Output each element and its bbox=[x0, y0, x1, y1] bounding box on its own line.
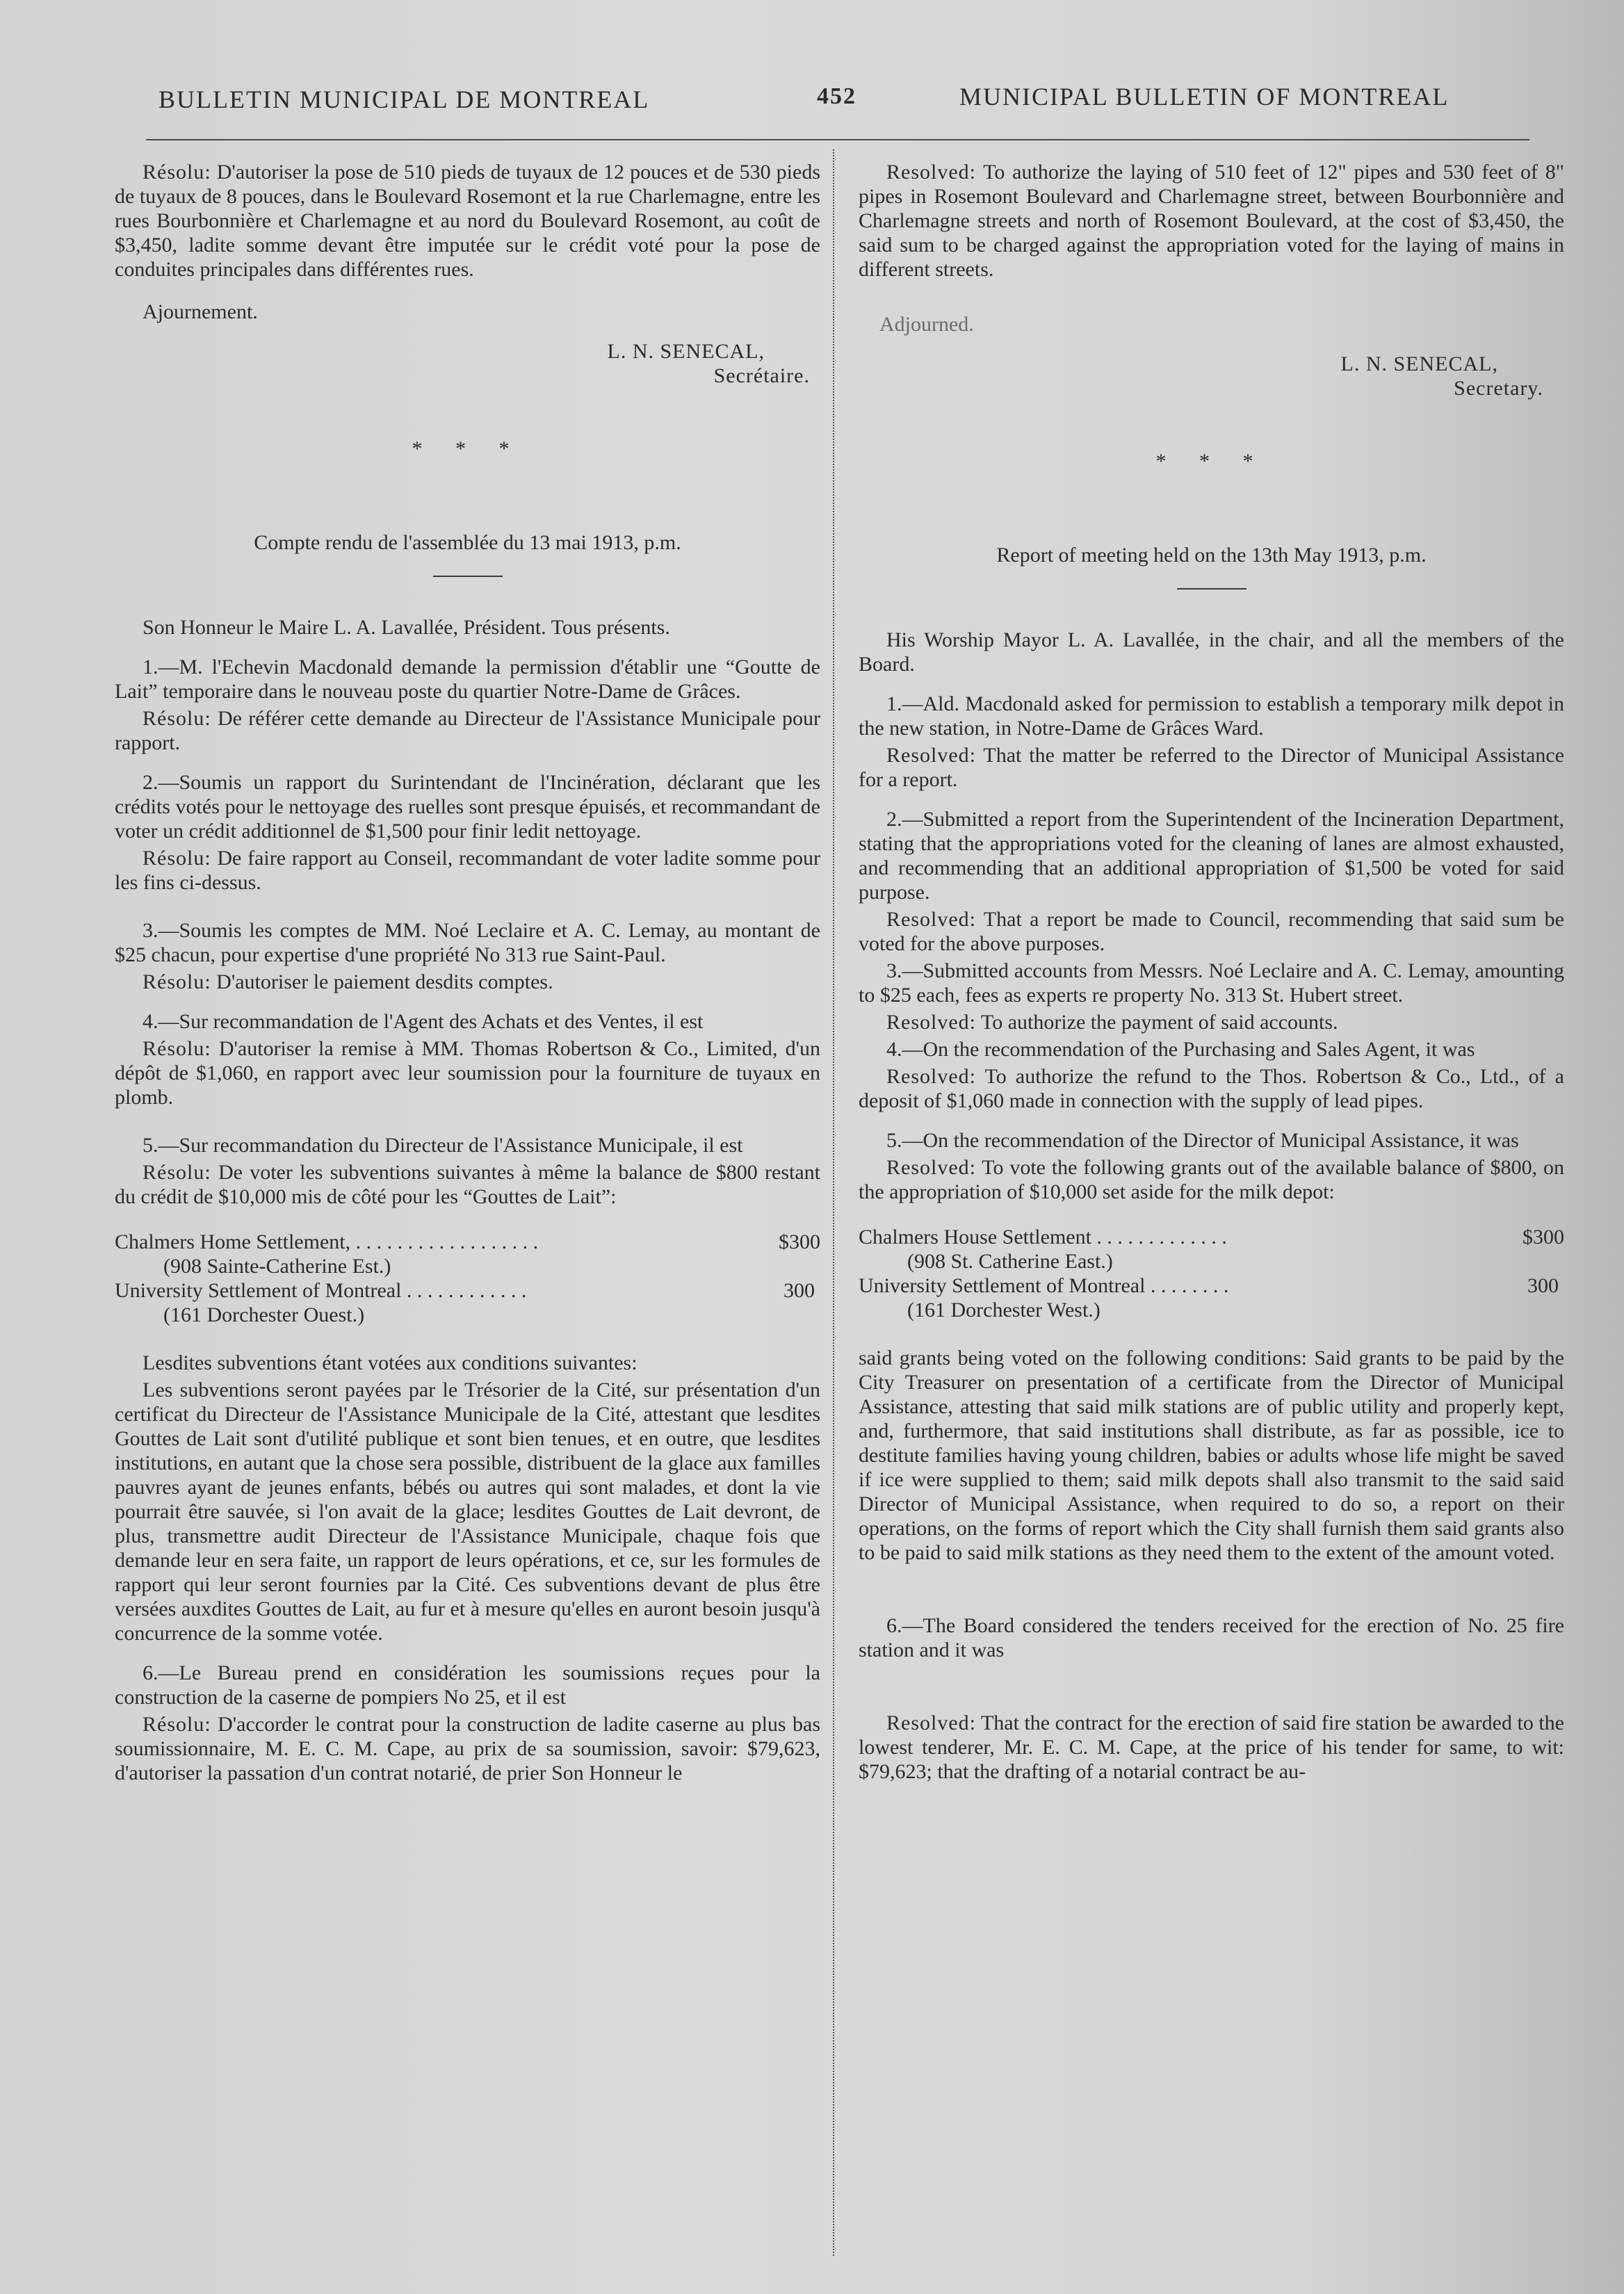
fr-signature-title: Secrétaire. bbox=[713, 364, 810, 387]
column-divider bbox=[833, 149, 834, 2256]
fr-grant-address: (161 Dorchester Ouest.) bbox=[163, 1303, 365, 1326]
en-resolution-pipes: Resolved: To authorize the laying of 510 feet of 12" pipes and 530 feet of 8" pipes in Rosemont Boulevard and Charlemagne street, between Bourbonnière and Charlemagne streets and north of Rosemont Boulevard, at the cost of $3,450, the said sum to be charged against the appropriation voted for the laying of mains in different streets. bbox=[859, 161, 1564, 281]
en-item-2-resolution: Resolved: That a report be made to Council, recommending that said sum be voted for the above purposes. bbox=[859, 908, 1564, 955]
en-item-5-resolution: Resolved: To vote the following grants out of the available balance of $800, on the appropriation of $10,000 set aside for the milk depot: bbox=[859, 1156, 1564, 1203]
en-item-3: 3.—Submitted accounts from Messrs. Noé Leclaire and A. C. Lemay, amounting to $25 each, fees as experts re property No. 313 St. Hubert street. bbox=[859, 959, 1564, 1007]
en-item-6-resolution: Resolved: That the contract for the erection of said fire station be awarded to the lowest tenderer, Mr. E. C. M. Cape, at the price of his tender for same, to wit: $79,623; that the drafting of a notarial contract be au- bbox=[859, 1711, 1564, 1783]
fr-conditions-intro: Lesdites subventions étant votées aux conditions suivantes: bbox=[143, 1351, 638, 1374]
fr-item-5-resolution: Résolu: De voter les subventions suivantes à même la balance de $800 restant du crédit de $10,000 mis de côté pour les “Gouttes de Lait”: bbox=[115, 1161, 821, 1208]
en-grant-row: University Settlement of Montreal . . . . . . . . 300 bbox=[859, 1274, 1559, 1297]
en-item-6: 6.—The Board considered the tenders received for the erection of No. 25 fire station and it was bbox=[859, 1614, 1564, 1661]
en-grant-row: Chalmers House Settlement . . . . . . . . . . . . . $300 bbox=[859, 1226, 1564, 1248]
fr-signature-name: L. N. SENECAL, bbox=[607, 340, 765, 363]
fr-item-5: 5.—Sur recommandation du Directeur de l'Assistance Municipale, il est bbox=[143, 1134, 743, 1157]
en-item-1-resolution: Resolved: That the matter be referred to the Director of Municipal Assistance for a report. bbox=[859, 744, 1564, 791]
fr-grant-address: (908 Sainte-Catherine Est.) bbox=[163, 1255, 391, 1278]
en-grant-list bbox=[859, 1225, 1564, 1322]
fr-item-3-resolution: Résolu: D'autoriser le paiement desdits comptes. bbox=[143, 970, 553, 993]
fr-title-rule bbox=[433, 576, 503, 577]
en-item-5: 5.—On the recommendation of the Director of Municipal Assistance, it was bbox=[886, 1129, 1519, 1152]
en-item-4-resolution: Resolved: To authorize the refund to the Thos. Robertson & Co., Ltd., of a deposit of $1,060 made in connection with the supply of lead pipes. bbox=[859, 1065, 1564, 1112]
fr-grant-row: University Settlement of Montreal . . . . . . . . . . . . 300 bbox=[115, 1279, 815, 1302]
en-presence: His Worship Mayor L. A. Lavallée, in the chair, and all the members of the Board. bbox=[859, 628, 1564, 676]
fr-item-6: 6.—Le Bureau prend en considération les soumissions reçues pour la construction de la caserne de pompiers No 25, et il est bbox=[115, 1661, 820, 1709]
en-adjournment: Adjourned. bbox=[879, 313, 974, 336]
french-column bbox=[115, 160, 820, 1800]
fr-item-1: 1.—M. l'Echevin Macdonald demande la permission d'établir une “Goutte de Lait” temporaire dans le nouveau poste du quartier Notre-Dame de Grâces. bbox=[115, 656, 820, 703]
fr-item-4-resolution: Résolu: D'autoriser la remise à MM. Thomas Robertson & Co., Limited, d'un dépôt de $1,060, en rapport avec leur soumission pour la fourniture de tuyaux en plomb. bbox=[115, 1037, 820, 1109]
header-title-english: MUNICIPAL BULLETIN OF MONTREAL bbox=[959, 83, 1450, 111]
page-number: 452 bbox=[817, 83, 856, 109]
fr-report-title: Compte rendu de l'assemblée du 13 mai 1913, p.m. bbox=[254, 531, 681, 554]
fr-presence: Son Honneur le Maire L. A. Lavallée, Président. Tous présents. bbox=[143, 616, 670, 639]
fr-item-3: 3.—Soumis les comptes de MM. Noé Leclaire et A. C. Lemay, au montant de $25 chacun, pour expertise d'une propriété No 313 rue Saint-Paul. bbox=[115, 919, 820, 966]
fr-item-2: 2.—Soumis un rapport du Surintendant de l'Incinération, déclarant que les crédits votés pour le nettoyage des ruelles sont presque épuisés, et recommandant de voter un crédit additionnel de $1,500 pour finir ledit nettoyage. bbox=[115, 771, 820, 843]
en-report-title: Report of meeting held on the 13th May 1913, p.m. bbox=[996, 544, 1427, 567]
en-signature-name: L. N. SENECAL, bbox=[1340, 352, 1498, 375]
fr-item-2-resolution: Résolu: De faire rapport au Conseil, recommandant de voter ladite somme pour les fins ci-dessus. bbox=[115, 847, 821, 894]
fr-item-4: 4.—Sur recommandation de l'Agent des Achats et des Ventes, il est bbox=[143, 1010, 704, 1033]
en-section-stars: * * * bbox=[1155, 450, 1267, 473]
en-grant-address: (908 St. Catherine East.) bbox=[907, 1250, 1113, 1273]
header-rule bbox=[146, 139, 1529, 140]
header-title-french: BULLETIN MUNICIPAL DE MONTREAL bbox=[159, 86, 650, 113]
fr-adjournment: Ajournement. bbox=[143, 300, 258, 323]
fr-item-1-resolution: Résolu: De référer cette demande au Directeur de l'Assistance Municipale pour rapport. bbox=[115, 707, 821, 754]
fr-item-6-resolution: Résolu: D'accorder le contrat pour la construction de ladite caserne au plus bas soumissionnaire, M. E. C. M. Cape, au prix de sa soumission, savoir: $79,623, d'autoriser la passation d'un contrat notarié, de prier Son Honneur le bbox=[115, 1713, 821, 1784]
english-column bbox=[859, 160, 1564, 1799]
fr-resolution-pipes: Résolu: D'autoriser la pose de 510 pieds de tuyaux de 12 pouces et de 530 pieds de tuyaux de 8 pouces, dans le Boulevard Rosemont et la rue Charlemagne, entre les rues Bourbonnière et Charlemagne et au nord du Boulevard Rosemont, au coût de $3,450, ladite somme devant être imputée sur le crédit voté pour la pose de conduites principales dans différentes rues. bbox=[115, 161, 821, 281]
fr-section-stars: * * * bbox=[412, 437, 523, 460]
en-conditions: said grants being voted on the following conditions: Said grants to be paid by the City Treasurer on presentation of a certificate from the Director of Municipal Assistance, attesting that said milk stations are of public utility and properly kept, and, furthermore, that said institutions shall distribute, as far as possible, ice to destitute families having young children, babies or adults whose life might be saved if ice were supplied to them; said milk depots shall also transmit to the said said Director of Municipal Assistance, when required to do so, a report on their operations, on the forms of report which the City shall furnish them said grants also to be paid to said milk stations as they need them to the extent of the amount voted. bbox=[859, 1347, 1564, 1564]
fr-grant-list bbox=[115, 1230, 820, 1327]
en-item-3-resolution: Resolved: To authorize the payment of said accounts. bbox=[886, 1011, 1338, 1034]
page-header bbox=[153, 78, 1529, 120]
en-item-1: 1.—Ald. Macdonald asked for permission to establish a temporary milk depot in the new station, in Notre-Dame de Grâces Ward. bbox=[859, 692, 1564, 740]
en-title-rule bbox=[1177, 588, 1247, 589]
en-signature-title: Secretary. bbox=[1454, 377, 1543, 400]
en-item-2: 2.—Submitted a report from the Superintendent of the Incineration Department, stating that the appropriations voted for the cleaning of lanes are almost exhausted, and recommending that an additional appropriation of $1,500 be voted for said purpose. bbox=[859, 808, 1564, 904]
en-item-4: 4.—On the recommendation of the Purchasing and Sales Agent, it was bbox=[886, 1038, 1475, 1061]
fr-conditions: Les subventions seront payées par le Trésorier de la Cité, sur présentation d'un certificat du Directeur de l'Assistance Municipale de la Cité, attestant que lesdites Gouttes de Lait sont d'utilité publique et sont bien tenues, et en outre, que lesdites institutions, en autant que la chose sera possible, distribuent de la glace aux familles pauvres ayant de jeunes enfants, bébés ou autres qui sont malades, et dont la vie pourrait être sauvée, si l'on avait de la glace; lesdites Gouttes de Lait devront, de plus, transmettre audit Directeur de l'Assistance Municipale, chaque fois que demande leur en sera faite, un rapport de leurs opérations, et ce, sur les formules de rapport qui leur seront fournies par la Cité. Ces subventions devant de plus être versées auxdites Gouttes de Lait, au fur et à mesure qu'elles en auront besoin jusqu'à concurrence de la somme votée. bbox=[115, 1378, 820, 1645]
fr-grant-row: Chalmers Home Settlement, . . . . . . . . . . . . . . . . . . $300 bbox=[115, 1230, 820, 1253]
en-grant-address: (161 Dorchester West.) bbox=[907, 1299, 1101, 1321]
